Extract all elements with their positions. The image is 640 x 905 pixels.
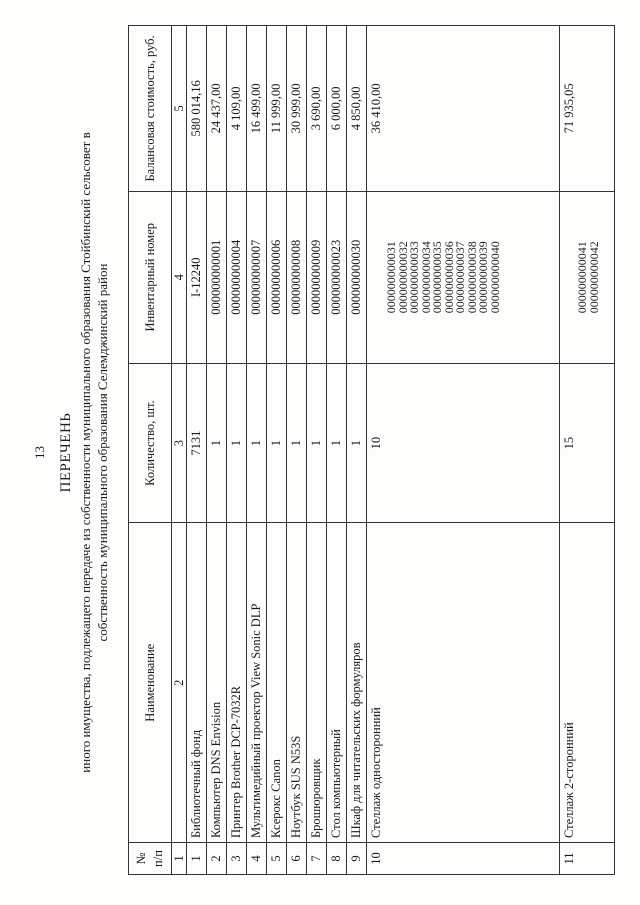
cell-inventory-number: 000000000001	[207, 191, 227, 363]
cell-number: 5	[267, 843, 287, 875]
cell-balance-cost: 11 999,00	[267, 26, 287, 192]
column-index: 2	[172, 523, 187, 843]
cell-name: Библиотечный фонд	[187, 523, 207, 843]
column-index-row	[172, 26, 187, 875]
cell-inventory-number: 000000000030	[347, 191, 367, 363]
cell-inventory-number: 000000000008	[287, 191, 307, 363]
table-row	[367, 26, 560, 875]
table-row	[267, 26, 287, 875]
cell-name: Ксерокс Canon	[267, 523, 287, 843]
cell-quantity: 1	[247, 363, 267, 523]
inventory-number: 000000000033	[407, 241, 421, 314]
cell-inventory-numbers	[367, 191, 560, 363]
table-row	[247, 26, 267, 875]
header-inventory-number: Инвентарный номер	[129, 191, 172, 363]
cell-inventory-numbers	[560, 191, 615, 363]
cell-number: 4	[247, 843, 267, 875]
cell-number: 2	[207, 843, 227, 875]
column-index: 4	[172, 191, 187, 363]
cell-inventory-number: 000000000006	[267, 191, 287, 363]
inventory-number: 000000000035	[430, 241, 444, 314]
table-body	[187, 26, 615, 875]
table-row	[207, 26, 227, 875]
cell-number: 8	[327, 843, 347, 875]
table-row	[347, 26, 367, 875]
cell-name: Стеллаж односторонний	[367, 523, 560, 843]
cell-name: Мультимедийный проектор View Sonic DLP	[247, 523, 267, 843]
cell-inventory-number: 000000000023	[327, 191, 347, 363]
cell-inventory-number: I-12240	[187, 191, 207, 363]
table-row	[227, 26, 247, 875]
cell-balance-cost: 6 000,00	[327, 26, 347, 192]
cell-name: Стеллаж 2-сторонний	[560, 523, 615, 843]
document-title: ПЕРЕЧЕНЬ	[58, 412, 74, 493]
cell-number: 1	[187, 843, 207, 875]
cell-quantity: 10	[367, 363, 560, 523]
cell-balance-cost: 24 437,00	[207, 26, 227, 192]
inventory-number: 000000000037	[453, 241, 467, 314]
cell-number: 7	[307, 843, 327, 875]
header-quantity: Количество, шт.	[129, 363, 172, 523]
cell-name: Ноутбук SUS N53S	[287, 523, 307, 843]
cell-inventory-number: 000000000004	[227, 191, 247, 363]
cell-quantity: 1	[227, 363, 247, 523]
inventory-number: 000000000032	[395, 241, 410, 314]
cell-balance-cost: 4 850,00	[347, 26, 367, 192]
header-name: Наименование	[129, 523, 172, 843]
inventory-number: 000000000038	[464, 241, 479, 314]
inventory-number: 000000000036	[441, 241, 456, 314]
cell-quantity: 1	[347, 363, 367, 523]
cell-balance-cost: 30 999,00	[287, 26, 307, 192]
cell-quantity: 1	[307, 363, 327, 523]
cell-name: Шкаф для читательских формуляров	[347, 523, 367, 843]
inventory-number: 000000000034	[418, 241, 433, 314]
cell-number: 3	[227, 843, 247, 875]
header-number: № п/п	[129, 843, 172, 875]
column-index: 5	[172, 26, 187, 192]
table-row	[327, 26, 347, 875]
inventory-number: 000000000040	[487, 241, 502, 314]
cell-name: Компьютер DNS Envision	[207, 523, 227, 843]
cell-inventory-number: 000000000009	[307, 191, 327, 363]
table-row	[307, 26, 327, 875]
table-row	[287, 26, 307, 875]
inventory-number: 000000000039	[476, 241, 490, 314]
cell-quantity: 1	[327, 363, 347, 523]
header-balance-cost: Балансовая стоимость, руб.	[129, 26, 172, 192]
cell-number: 9	[347, 843, 367, 875]
cell-inventory-number: 000000000007	[247, 191, 267, 363]
cell-name: Стол компьютерный	[327, 523, 347, 843]
cell-quantity: 7131	[187, 363, 207, 523]
inventory-number: 000000000042	[586, 241, 601, 314]
table-row	[560, 26, 615, 875]
cell-balance-cost: 3 690,00	[307, 26, 327, 192]
cell-quantity: 1	[267, 363, 287, 523]
cell-balance-cost: 36 410,00	[367, 26, 560, 192]
cell-number: 10	[367, 843, 560, 875]
column-index: 1	[172, 843, 187, 875]
cell-quantity: 1	[287, 363, 307, 523]
cell-balance-cost: 4 109,00	[227, 26, 247, 192]
cell-name: Брошюровщик	[307, 523, 327, 843]
table-row	[187, 26, 207, 875]
page-number: 13	[32, 446, 47, 459]
cell-number: 11	[560, 843, 615, 875]
cell-number: 6	[287, 843, 307, 875]
property-table	[128, 25, 615, 875]
cell-balance-cost: 71 935,05	[560, 26, 615, 192]
cell-balance-cost: 580 014,16	[187, 26, 207, 192]
cell-quantity: 15	[560, 363, 615, 523]
cell-name: Принтер Brother DCP-7032R	[227, 523, 247, 843]
cell-balance-cost: 16 499,00	[247, 26, 267, 192]
document-subtitle-line2: собственность муниципального образования Селемджинский район	[95, 263, 110, 642]
document-subtitle-line1: иного имущества, подлежащего передаче из собственности муниципального образования Стойбинский сельсовет в	[78, 132, 93, 773]
inventory-number: 000000000031	[384, 241, 398, 314]
column-index: 3	[172, 363, 187, 523]
inventory-number: 000000000041	[575, 241, 589, 314]
table-header-row	[129, 26, 172, 875]
cell-quantity: 1	[207, 363, 227, 523]
